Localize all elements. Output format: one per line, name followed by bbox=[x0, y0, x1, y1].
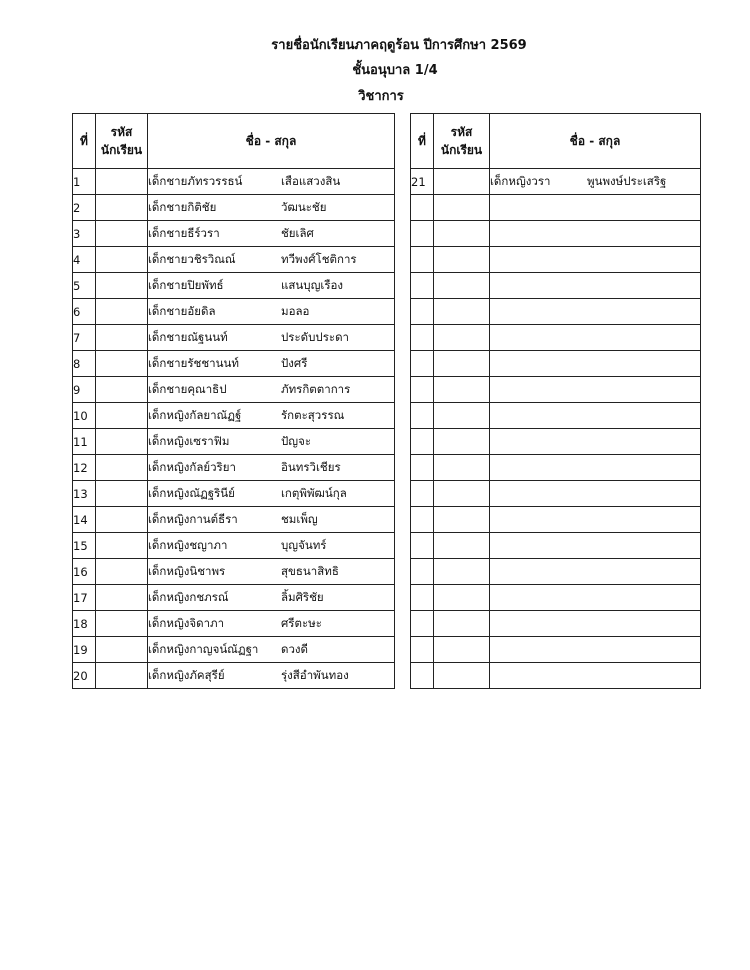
student-id-cell bbox=[96, 507, 148, 533]
table-row bbox=[73, 195, 395, 221]
table-row bbox=[73, 611, 395, 637]
student-id-cell bbox=[434, 247, 490, 273]
student-last-name: ทวีพงศ์โชติการ bbox=[281, 251, 357, 266]
student-name-cell bbox=[148, 221, 395, 247]
table-row bbox=[73, 247, 395, 273]
row-number bbox=[411, 221, 434, 247]
table-row bbox=[411, 533, 701, 559]
student-id-cell bbox=[434, 351, 490, 377]
student-id-cell bbox=[96, 481, 148, 507]
student-name-cell bbox=[148, 481, 395, 507]
student-id-cell bbox=[96, 585, 148, 611]
student-id-cell bbox=[96, 247, 148, 273]
student-name-cell bbox=[490, 481, 701, 507]
table-row bbox=[73, 533, 395, 559]
student-last-name: ปัญจะ bbox=[281, 433, 312, 448]
row-number: 3 bbox=[73, 221, 96, 247]
student-name-cell bbox=[148, 299, 395, 325]
student-id-cell bbox=[434, 403, 490, 429]
row-number: 2 bbox=[73, 195, 96, 221]
student-name-cell bbox=[148, 611, 395, 637]
row-number: 17 bbox=[73, 585, 96, 611]
student-id-cell bbox=[434, 299, 490, 325]
student-name-cell bbox=[490, 585, 701, 611]
table-row bbox=[411, 325, 701, 351]
student-id-cell bbox=[434, 195, 490, 221]
student-last-name: แสนบุญเรือง bbox=[281, 277, 344, 292]
row-number: 14 bbox=[73, 507, 96, 533]
table-row bbox=[73, 663, 395, 689]
student-id-cell bbox=[96, 455, 148, 481]
student-name-cell bbox=[490, 455, 701, 481]
student-id-cell bbox=[96, 637, 148, 663]
student-first-name: เด็กหญิงณัฏฐรินีย์ bbox=[148, 485, 235, 500]
student-id-cell bbox=[96, 559, 148, 585]
student-last-name: ภัทรกิตตาการ bbox=[281, 381, 351, 396]
row-number: 18 bbox=[73, 611, 96, 637]
row-number: 12 bbox=[73, 455, 96, 481]
table-row bbox=[73, 559, 395, 585]
student-first-name: เด็กหญิงชญาภา bbox=[148, 537, 228, 552]
student-id-cell bbox=[434, 481, 490, 507]
student-id-cell bbox=[96, 169, 148, 195]
table-row bbox=[73, 637, 395, 663]
table-row bbox=[411, 195, 701, 221]
student-last-name: สุขธนาสิทธิ bbox=[281, 563, 339, 578]
student-name-cell bbox=[490, 403, 701, 429]
student-name-cell bbox=[490, 221, 701, 247]
table-header-row bbox=[411, 114, 701, 169]
row-number: 15 bbox=[73, 533, 96, 559]
row-number bbox=[411, 585, 434, 611]
student-name-cell bbox=[148, 195, 395, 221]
table-row bbox=[411, 481, 701, 507]
student-name-cell bbox=[490, 299, 701, 325]
student-id-cell bbox=[434, 325, 490, 351]
student-name-cell bbox=[490, 507, 701, 533]
student-last-name: รุ่งสีอำพันทอง bbox=[281, 667, 349, 682]
student-last-name: อินทรวิเชียร bbox=[281, 459, 341, 474]
student-id-cell bbox=[96, 663, 148, 689]
table-row bbox=[73, 455, 395, 481]
header-student-id-line1: รหัส bbox=[110, 125, 133, 139]
student-name-cell bbox=[148, 507, 395, 533]
row-number bbox=[411, 663, 434, 689]
student-first-name: เด็กหญิงกัลย์วริยา bbox=[148, 459, 236, 474]
header-name: ชื่อ - สกุล bbox=[148, 114, 395, 169]
subject-title: วิชาการ bbox=[358, 89, 404, 104]
student-first-name: เด็กหญิงวรา bbox=[490, 173, 551, 188]
student-name-cell bbox=[148, 559, 395, 585]
table-row bbox=[411, 351, 701, 377]
table-row bbox=[411, 247, 701, 273]
table-row bbox=[73, 351, 395, 377]
row-number: 21 bbox=[411, 169, 434, 195]
student-id-cell bbox=[96, 377, 148, 403]
row-number: 11 bbox=[73, 429, 96, 455]
student-first-name: เด็กชายภัทรวรรธน์ bbox=[148, 173, 243, 188]
table-row bbox=[411, 299, 701, 325]
student-name-cell bbox=[148, 585, 395, 611]
table-row bbox=[411, 559, 701, 585]
row-number: 1 bbox=[73, 169, 96, 195]
row-number: 6 bbox=[73, 299, 96, 325]
student-name-cell bbox=[148, 377, 395, 403]
student-id-cell bbox=[96, 273, 148, 299]
student-first-name: เด็กหญิงกาญจน์ณัฏฐา bbox=[148, 641, 259, 656]
table-row bbox=[411, 507, 701, 533]
student-name-cell bbox=[148, 533, 395, 559]
row-number: 8 bbox=[73, 351, 96, 377]
student-name-cell bbox=[490, 195, 701, 221]
table-row bbox=[73, 377, 395, 403]
student-id-cell bbox=[434, 377, 490, 403]
student-last-name: วัฒนะชัย bbox=[281, 199, 327, 214]
row-number bbox=[411, 247, 434, 273]
student-id-cell bbox=[96, 611, 148, 637]
row-number bbox=[411, 559, 434, 585]
student-id-cell bbox=[96, 221, 148, 247]
row-number bbox=[411, 507, 434, 533]
row-number bbox=[411, 273, 434, 299]
header-student-id-line2: นักเรียน bbox=[440, 143, 483, 157]
table-row bbox=[411, 221, 701, 247]
row-number bbox=[411, 195, 434, 221]
student-first-name: เด็กชายรัชชานนท์ bbox=[148, 355, 239, 370]
student-name-cell bbox=[148, 429, 395, 455]
document-title: รายชื่อนักเรียนภาคฤดูร้อน ปีการศึกษา 2569 bbox=[271, 38, 527, 53]
student-id-cell bbox=[434, 507, 490, 533]
student-last-name: ชัยเลิศ bbox=[281, 225, 314, 240]
student-name-cell bbox=[148, 325, 395, 351]
student-last-name: ชมเพ็ญ bbox=[281, 511, 318, 526]
student-first-name: เด็กชายปิยพัทธ์ bbox=[148, 277, 224, 292]
row-number: 16 bbox=[73, 559, 96, 585]
student-last-name: ประดับประดา bbox=[281, 329, 350, 344]
student-name-cell bbox=[148, 403, 395, 429]
row-number bbox=[411, 325, 434, 351]
table-row bbox=[73, 273, 395, 299]
student-id-cell bbox=[96, 325, 148, 351]
table-row bbox=[411, 637, 701, 663]
student-first-name: เด็กชายธีร์วรา bbox=[148, 225, 220, 240]
student-last-name: ดวงดี bbox=[281, 641, 309, 656]
table-row bbox=[73, 169, 395, 195]
row-number bbox=[411, 637, 434, 663]
student-name-cell bbox=[490, 663, 701, 689]
table-row bbox=[73, 481, 395, 507]
student-id-cell bbox=[434, 533, 490, 559]
student-name-cell bbox=[490, 377, 701, 403]
table-row bbox=[411, 455, 701, 481]
student-name-cell bbox=[490, 533, 701, 559]
table-row bbox=[73, 325, 395, 351]
row-number: 5 bbox=[73, 273, 96, 299]
student-id-cell bbox=[434, 455, 490, 481]
student-id-cell bbox=[434, 663, 490, 689]
class-level: ชั้นอนุบาล 1/4 bbox=[352, 63, 438, 78]
row-number bbox=[411, 481, 434, 507]
table-header-row bbox=[73, 114, 395, 169]
row-number: 9 bbox=[73, 377, 96, 403]
student-last-name: เสือแสวงสิน bbox=[281, 173, 341, 188]
student-first-name: เด็กหญิงนิชาพร bbox=[148, 563, 226, 578]
table-row bbox=[73, 299, 395, 325]
table-row bbox=[73, 403, 395, 429]
roster-table-left bbox=[72, 113, 395, 689]
row-number bbox=[411, 299, 434, 325]
student-id-cell bbox=[434, 429, 490, 455]
student-first-name: เด็กหญิงกชภรณ์ bbox=[148, 589, 229, 604]
table-row bbox=[411, 169, 701, 195]
header-student-id-line2: นักเรียน bbox=[100, 143, 143, 157]
student-first-name: เด็กหญิงจิดาภา bbox=[148, 615, 225, 630]
table-row bbox=[73, 221, 395, 247]
student-name-cell bbox=[490, 637, 701, 663]
header-no: ที่ bbox=[73, 114, 96, 169]
table-row bbox=[73, 585, 395, 611]
row-number: 20 bbox=[73, 663, 96, 689]
student-id-cell bbox=[96, 533, 148, 559]
table-row bbox=[411, 429, 701, 455]
row-number: 13 bbox=[73, 481, 96, 507]
student-id-cell bbox=[96, 299, 148, 325]
row-number bbox=[411, 377, 434, 403]
student-id-cell bbox=[434, 169, 490, 195]
student-first-name: เด็กชายกิติชัย bbox=[148, 199, 217, 214]
student-name-cell bbox=[490, 351, 701, 377]
header-student-id-line1: รหัส bbox=[450, 125, 473, 139]
row-number bbox=[411, 403, 434, 429]
student-name-cell bbox=[148, 637, 395, 663]
row-number bbox=[411, 429, 434, 455]
student-last-name: รักตะสุวรรณ bbox=[281, 407, 345, 422]
student-last-name: ศรีตะษะ bbox=[281, 615, 322, 630]
table-row bbox=[411, 403, 701, 429]
row-number: 19 bbox=[73, 637, 96, 663]
student-last-name: มอลอ bbox=[281, 303, 310, 318]
table-row bbox=[411, 273, 701, 299]
student-id-cell bbox=[96, 195, 148, 221]
table-row bbox=[411, 611, 701, 637]
student-first-name: เด็กหญิงกานต์ธีรา bbox=[148, 511, 238, 526]
student-last-name: เกตุพิพัฒน์กุล bbox=[281, 485, 347, 500]
student-name-cell bbox=[490, 273, 701, 299]
student-id-cell bbox=[434, 273, 490, 299]
student-name-cell bbox=[148, 247, 395, 273]
student-first-name: เด็กหญิงกัลยาณัฏฐ์ bbox=[148, 407, 242, 422]
student-first-name: เด็กหญิงภัคสุรีย์ bbox=[148, 667, 225, 682]
student-id-cell bbox=[434, 585, 490, 611]
student-name-cell bbox=[490, 611, 701, 637]
row-number bbox=[411, 533, 434, 559]
student-last-name: ปังศรี bbox=[281, 355, 308, 370]
student-id-cell bbox=[434, 611, 490, 637]
student-first-name: เด็กชายวชิรวิณณ์ bbox=[148, 251, 236, 266]
row-number: 7 bbox=[73, 325, 96, 351]
student-name-cell bbox=[490, 325, 701, 351]
header-student-id bbox=[96, 114, 148, 169]
header-student-id bbox=[434, 114, 490, 169]
table-row bbox=[411, 377, 701, 403]
student-id-cell bbox=[434, 559, 490, 585]
header-no: ที่ bbox=[411, 114, 434, 169]
student-last-name: พูนพงษ์ประเสริฐ bbox=[587, 173, 667, 188]
row-number bbox=[411, 611, 434, 637]
row-number bbox=[411, 351, 434, 377]
table-row bbox=[73, 429, 395, 455]
student-first-name: เด็กชายคุณาธิป bbox=[148, 381, 227, 396]
student-id-cell bbox=[96, 351, 148, 377]
student-last-name: ลิ้มศิริชัย bbox=[281, 589, 324, 604]
student-name-cell bbox=[490, 247, 701, 273]
student-last-name: บุญจันทร์ bbox=[281, 537, 327, 552]
table-row bbox=[411, 663, 701, 689]
student-name-cell bbox=[490, 169, 701, 195]
student-id-cell bbox=[434, 637, 490, 663]
student-name-cell bbox=[148, 663, 395, 689]
student-name-cell bbox=[148, 455, 395, 481]
student-name-cell bbox=[490, 559, 701, 585]
header-name: ชื่อ - สกุล bbox=[490, 114, 701, 169]
student-name-cell bbox=[148, 169, 395, 195]
student-name-cell bbox=[148, 273, 395, 299]
table-row bbox=[411, 585, 701, 611]
row-number: 4 bbox=[73, 247, 96, 273]
roster-table-right bbox=[410, 113, 701, 689]
student-first-name: เด็กชายณัฐนนท์ bbox=[148, 329, 228, 344]
row-number bbox=[411, 455, 434, 481]
student-id-cell bbox=[434, 221, 490, 247]
student-first-name: เด็กหญิงเซราฟิม bbox=[148, 433, 230, 448]
student-first-name: เด็กชายอัยดิล bbox=[148, 303, 216, 318]
student-id-cell bbox=[96, 429, 148, 455]
table-row bbox=[73, 507, 395, 533]
student-id-cell bbox=[96, 403, 148, 429]
student-name-cell bbox=[148, 351, 395, 377]
student-name-cell bbox=[490, 429, 701, 455]
row-number: 10 bbox=[73, 403, 96, 429]
